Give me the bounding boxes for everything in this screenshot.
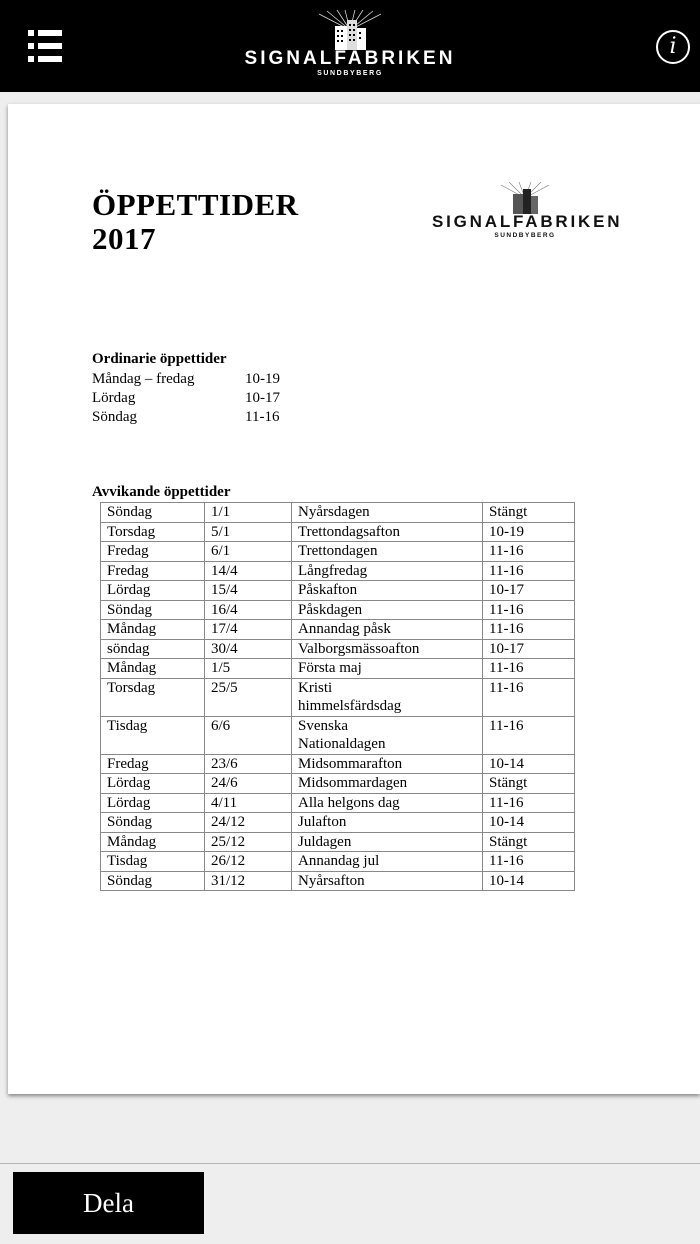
holiday-cell: Midsommardagen — [292, 774, 483, 794]
day-cell: Söndag — [101, 600, 205, 620]
holiday-cell: Svenska Nationaldagen — [292, 716, 483, 754]
share-button[interactable]: Dela — [13, 1172, 204, 1234]
holiday-cell: Alla helgons dag — [292, 793, 483, 813]
hours-cell: 11-16 — [483, 678, 575, 716]
holiday-cell: Julafton — [292, 813, 483, 833]
document-page — [8, 104, 700, 1094]
hours-value: 10-19 — [245, 371, 280, 387]
document-title — [92, 188, 299, 256]
brand-logo — [0, 10, 700, 77]
holiday-cell: Annandag jul — [292, 852, 483, 872]
day-cell: Lördag — [101, 774, 205, 794]
table-row — [101, 639, 575, 659]
day-label: Söndag — [92, 409, 137, 425]
top-nav-bar — [0, 0, 700, 92]
day-cell: Fredag — [101, 754, 205, 774]
day-cell: Torsdag — [101, 678, 205, 716]
document-title-line1: ÖPPETTIDER — [92, 187, 299, 222]
table-row — [101, 774, 575, 794]
table-row — [101, 678, 575, 716]
date-cell: 24/12 — [205, 813, 292, 833]
date-cell: 30/4 — [205, 639, 292, 659]
hours-cell: 11-16 — [483, 561, 575, 581]
hours-cell: 11-16 — [483, 793, 575, 813]
divider — [0, 1163, 700, 1164]
hours-cell: 11-16 — [483, 659, 575, 679]
document-logo-subtitle: SUNDBYBERG — [494, 232, 556, 239]
deviating-hours-table — [100, 502, 575, 891]
day-cell: Fredag — [101, 561, 205, 581]
day-cell: söndag — [101, 639, 205, 659]
ordinary-hours-heading: Ordinarie öppettider — [92, 351, 227, 367]
hours-cell: Stängt — [483, 774, 575, 794]
holiday-cell: Långfredag — [292, 561, 483, 581]
day-cell: Måndag — [101, 659, 205, 679]
day-cell: Fredag — [101, 542, 205, 562]
hours-cell: 10-17 — [483, 639, 575, 659]
hours-cell: 11-16 — [483, 542, 575, 562]
document-logo — [432, 182, 623, 239]
holiday-cell: Annandag påsk — [292, 620, 483, 640]
hours-cell: 10-14 — [483, 813, 575, 833]
day-label: Lördag — [92, 390, 136, 406]
date-cell: 25/5 — [205, 678, 292, 716]
table-row — [101, 793, 575, 813]
hours-cell: 11-16 — [483, 716, 575, 754]
holiday-cell: Trettondagen — [292, 542, 483, 562]
hours-value: 10-17 — [245, 390, 280, 406]
date-cell: 4/11 — [205, 793, 292, 813]
hours-cell: 11-16 — [483, 620, 575, 640]
table-row — [101, 542, 575, 562]
table-row — [101, 832, 575, 852]
date-cell: 31/12 — [205, 871, 292, 891]
table-row — [101, 852, 575, 872]
table-row — [101, 754, 575, 774]
table-row — [101, 871, 575, 891]
date-cell: 24/6 — [205, 774, 292, 794]
holiday-cell: Påskdagen — [292, 600, 483, 620]
table-row — [101, 561, 575, 581]
table-row — [101, 600, 575, 620]
table-row — [101, 581, 575, 601]
hours-value: 11-16 — [245, 409, 280, 425]
day-label: Måndag – fredag — [92, 371, 195, 387]
table-row — [101, 659, 575, 679]
table-row — [101, 716, 575, 754]
date-cell: 25/12 — [205, 832, 292, 852]
hours-cell: 11-16 — [483, 600, 575, 620]
holiday-cell: Valborgsmässoafton — [292, 639, 483, 659]
hours-cell: 10-14 — [483, 754, 575, 774]
day-cell: Tisdag — [101, 716, 205, 754]
document-logo-name: SIGNALFABRIKEN — [432, 212, 623, 231]
day-cell: Lördag — [101, 581, 205, 601]
day-cell: Torsdag — [101, 522, 205, 542]
holiday-cell: Juldagen — [292, 832, 483, 852]
hours-cell: Stängt — [483, 832, 575, 852]
date-cell: 17/4 — [205, 620, 292, 640]
holiday-cell: Trettondagsafton — [292, 522, 483, 542]
day-cell: Söndag — [101, 503, 205, 523]
day-cell: Söndag — [101, 871, 205, 891]
hours-cell: 10-19 — [483, 522, 575, 542]
date-cell: 23/6 — [205, 754, 292, 774]
holiday-cell: Första maj — [292, 659, 483, 679]
day-cell: Måndag — [101, 620, 205, 640]
date-cell: 26/12 — [205, 852, 292, 872]
day-cell: Tisdag — [101, 852, 205, 872]
table-row — [101, 813, 575, 833]
list-item — [92, 389, 280, 408]
table-row — [101, 503, 575, 523]
hours-cell: 10-14 — [483, 871, 575, 891]
deviating-hours-table-body — [101, 503, 575, 891]
date-cell: 6/6 — [205, 716, 292, 754]
building-logo-icon — [495, 182, 555, 214]
date-cell: 5/1 — [205, 522, 292, 542]
holiday-cell: Nyårsdagen — [292, 503, 483, 523]
hours-cell: Stängt — [483, 503, 575, 523]
hours-cell: 11-16 — [483, 852, 575, 872]
building-logo-icon — [313, 10, 387, 50]
day-cell: Söndag — [101, 813, 205, 833]
day-cell: Måndag — [101, 832, 205, 852]
day-cell: Lördag — [101, 793, 205, 813]
holiday-cell: Midsommarafton — [292, 754, 483, 774]
hours-cell: 10-17 — [483, 581, 575, 601]
date-cell: 6/1 — [205, 542, 292, 562]
info-icon[interactable]: i — [656, 30, 690, 64]
holiday-cell: Nyårsafton — [292, 871, 483, 891]
date-cell: 16/4 — [205, 600, 292, 620]
brand-subtitle: SUNDBYBERG — [317, 70, 383, 77]
table-row — [101, 620, 575, 640]
date-cell: 14/4 — [205, 561, 292, 581]
date-cell: 15/4 — [205, 581, 292, 601]
ordinary-hours-list — [92, 370, 280, 427]
document-title-line2: 2017 — [92, 221, 156, 256]
brand-name: SIGNALFABRIKEN — [244, 48, 456, 69]
deviating-hours-heading: Avvikande öppettider — [92, 484, 231, 500]
date-cell: 1/5 — [205, 659, 292, 679]
date-cell: 1/1 — [205, 503, 292, 523]
list-item — [92, 408, 280, 427]
holiday-cell: Påskafton — [292, 581, 483, 601]
holiday-cell: Kristi himmelsfärdsdag — [292, 678, 483, 716]
table-row — [101, 522, 575, 542]
list-item — [92, 370, 280, 389]
